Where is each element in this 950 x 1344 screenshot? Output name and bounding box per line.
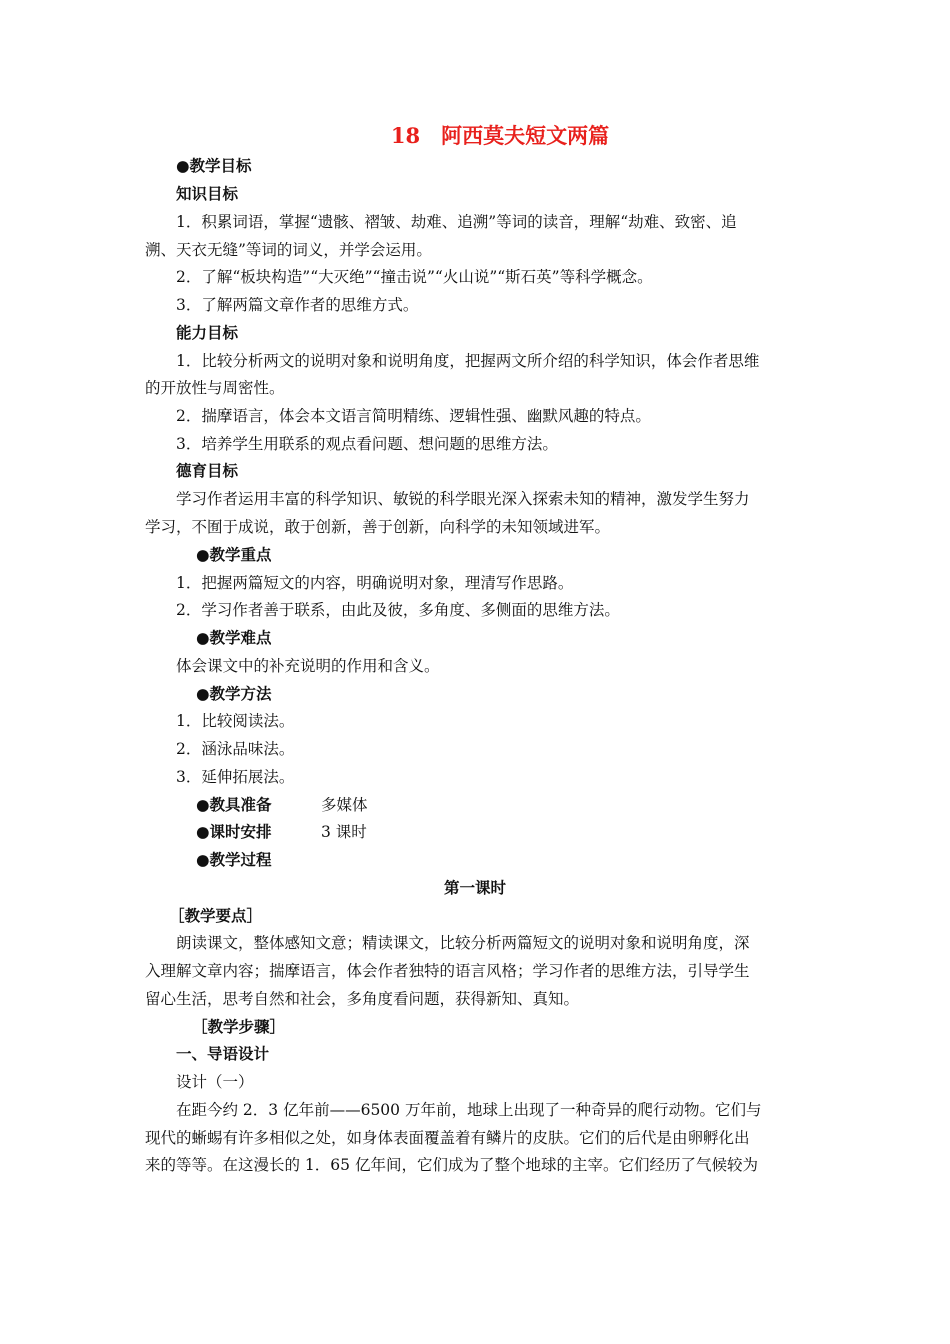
- key-point-1: 1．把握两篇短文的内容，明确说明对象，理清写作思路。: [176, 574, 574, 592]
- subheading-ability: 能力目标: [176, 324, 239, 342]
- key-point-2: 2．学习作者善于联系，由此及彼，多角度、多侧面的思维方法。: [176, 601, 620, 619]
- teaching-steps-heading: ［教学步骤］: [192, 1018, 286, 1036]
- difficulties-text: 体会课文中的补充说明的作用和含义。: [176, 657, 440, 675]
- ability-item-2: 2．揣摩语言，体会本文语言简明精练、逻辑性强、幽默风趣的特点。: [176, 407, 651, 425]
- section-heading-process: ●教学过程: [196, 851, 272, 869]
- method-1: 1．比较阅读法。: [176, 712, 295, 730]
- paragraph-line-3: 来的等等。在这漫长的 1．65 亿年间，它们成为了整个地球的主宰。它们经历了气候较为: [145, 1156, 758, 1174]
- method-3: 3．延伸拓展法。: [176, 768, 295, 786]
- ability-item-3: 3．培养学生用联系的观点看问题、想问题的思维方法。: [176, 435, 558, 453]
- design-1-label: 设计（一）: [176, 1073, 254, 1091]
- intro-design-heading: 一、导语设计: [176, 1045, 270, 1063]
- knowledge-item-2: 2．了解“板块构造”“大灭绝”“撞击说”“火山说”“斯石英”等科学概念。: [176, 268, 653, 286]
- subheading-knowledge: 知识目标: [176, 185, 239, 203]
- teaching-points-line-3: 留心生活，思考自然和社会，多角度看问题，获得新知、真知。: [145, 990, 580, 1008]
- moral-line-1: 学习作者运用丰富的科学知识、敏锐的科学眼光深入探索未知的精神，激发学生努力: [176, 490, 750, 508]
- moral-line-2: 学习，不囿于成说，敢于创新，善于创新，向科学的未知领域进军。: [145, 518, 611, 536]
- tools-value: 多媒体: [321, 796, 368, 814]
- knowledge-item-1-line-1: 1．积累词语，掌握“遗骸、褶皱、劫难、追溯”等词的读音，理解“劫难、致密、追: [176, 213, 737, 231]
- ability-item-1-line-1: 1．比较分析两文的说明对象和说明角度，把握两文所介绍的科学知识，体会作者思维: [176, 352, 760, 370]
- section-heading-tools: ●教具准备: [196, 796, 272, 814]
- section-heading-schedule: ●课时安排: [196, 823, 272, 841]
- section-heading-key-points: ●教学重点: [196, 546, 272, 564]
- knowledge-item-1-line-2: 溯、天衣无缝”等词的词义，并学会运用。: [145, 241, 432, 259]
- subheading-moral: 德育目标: [176, 462, 239, 480]
- section-heading-methods: ●教学方法: [196, 685, 272, 703]
- lesson-1-heading: 第一课时: [443, 879, 506, 897]
- page-title: 18 阿西莫夫短文两篇: [390, 123, 610, 148]
- ability-item-1-line-2: 的开放性与周密性。: [145, 379, 285, 397]
- paragraph-line-2: 现代的蜥蜴有许多相似之处，如身体表面覆盖着有鳞片的皮肤。它们的后代是由卵孵化出: [145, 1129, 750, 1147]
- teaching-points-line-1: 朗读课文，整体感知文意；精读课文，比较分析两篇短文的说明对象和说明角度，深: [176, 934, 750, 952]
- teaching-points-heading: ［教学要点］: [169, 907, 263, 925]
- knowledge-item-3: 3．了解两篇文章作者的思维方式。: [176, 296, 419, 314]
- section-heading-difficulties: ●教学难点: [196, 629, 272, 647]
- schedule-value: 3 课时: [321, 823, 367, 841]
- teaching-points-line-2: 入理解文章内容；揣摩语言，体会作者独特的语言风格；学习作者的思维方法，引导学生: [145, 962, 750, 980]
- method-2: 2．涵泳品味法。: [176, 740, 295, 758]
- paragraph-line-1: 在距今约 2．3 亿年前——6500 万年前，地球上出现了一种奇异的爬行动物。它们与: [176, 1101, 762, 1119]
- section-heading-objectives: ●教学目标: [176, 157, 252, 175]
